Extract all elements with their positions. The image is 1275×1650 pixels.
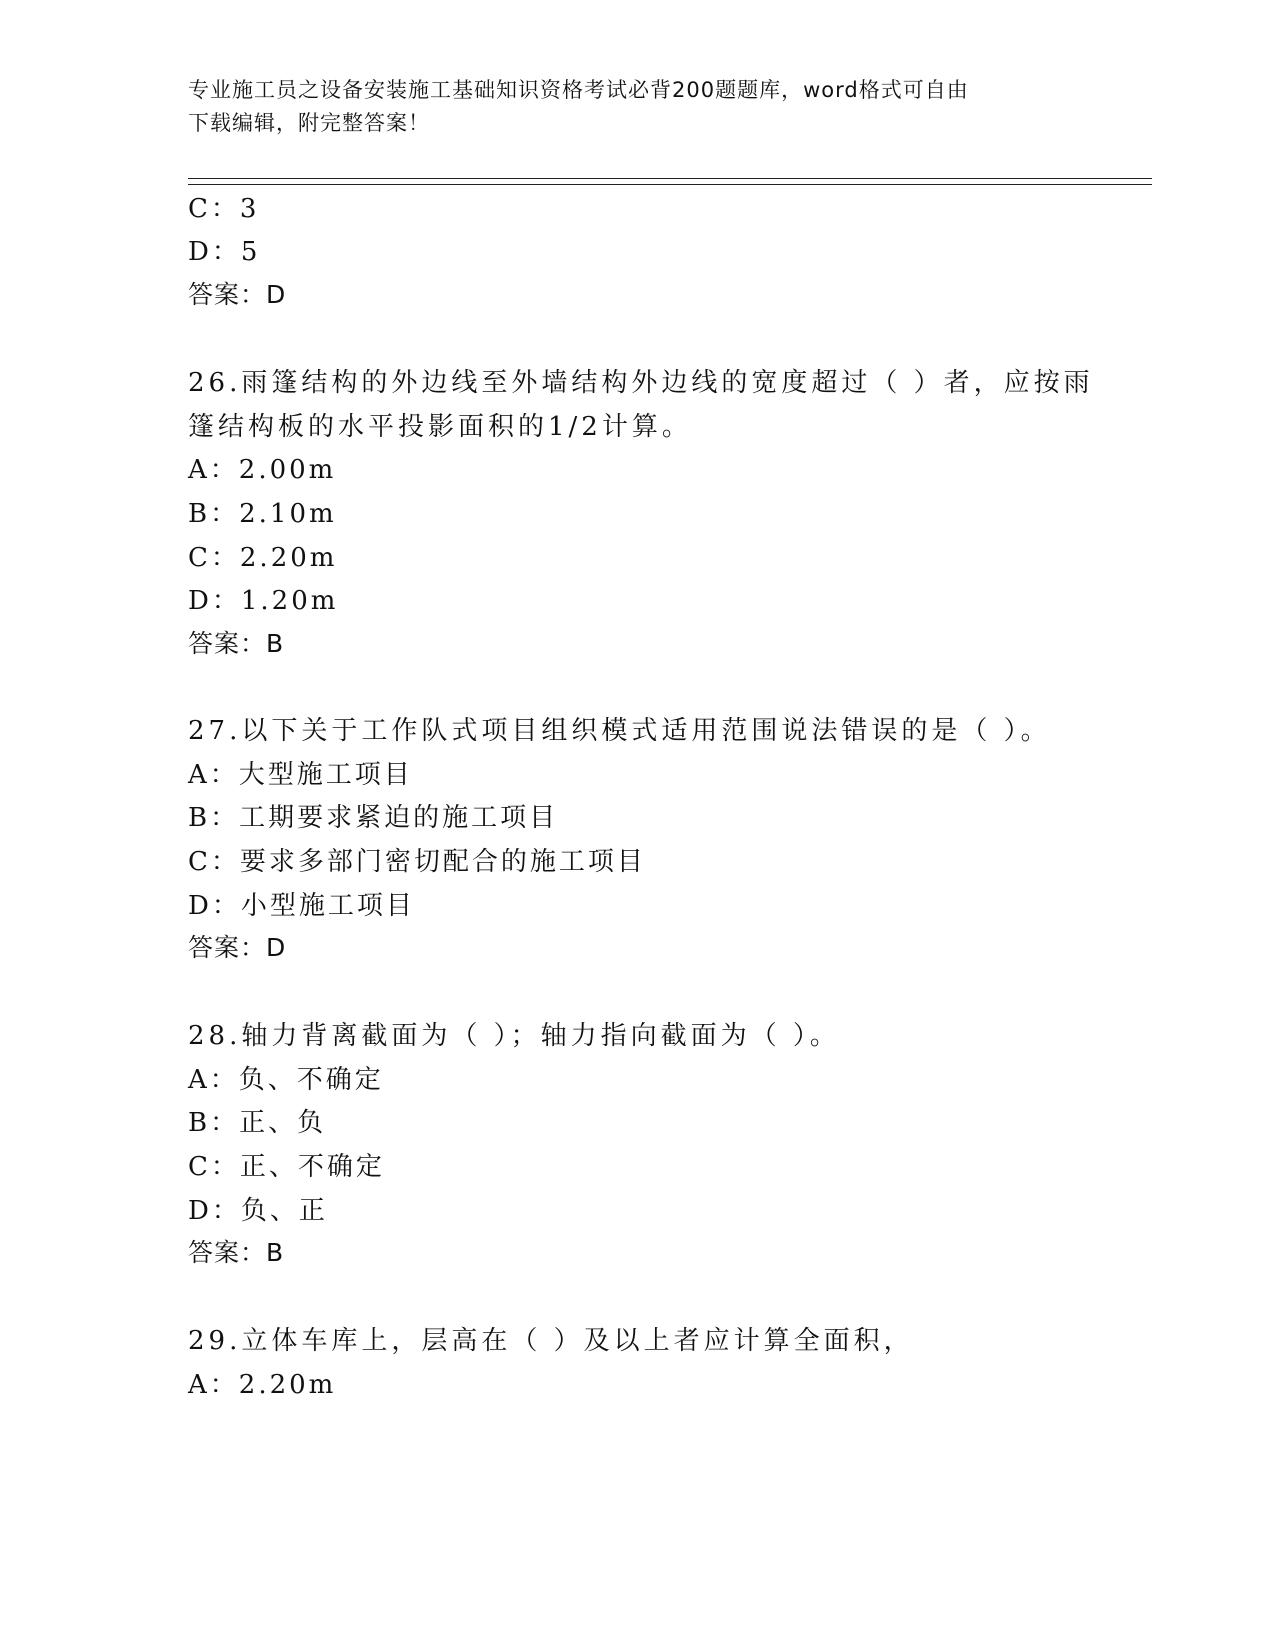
q26-option-d: D：1.20m (188, 586, 339, 616)
q27-option-b: B：工期要求紧迫的施工项目 (188, 803, 559, 833)
q28-option-c: C：正、不确定 (188, 1152, 385, 1182)
q28-option-b: B：正、负 (188, 1108, 327, 1138)
q25-option-d: D：5 (188, 237, 261, 267)
q27-option-a: A：大型施工项目 (188, 760, 413, 790)
q26-answer: 答案：B (188, 629, 285, 658)
q25-answer: 答案：D (188, 280, 287, 309)
q26-option-a: A：2.00m (188, 455, 337, 485)
header-rule-bottom (188, 184, 1152, 185)
q25-option-c: C：3 (188, 194, 260, 224)
q27-answer: 答案：D (188, 933, 287, 962)
header-line-1: 专业施工员之设备安装施工基础知识资格考试必背200题题库，word格式可自由 (188, 78, 969, 102)
q28-option-a: A：负、不确定 (188, 1065, 384, 1095)
q26-option-b: B：2.10m (188, 499, 337, 529)
q27-stem: 27.以下关于工作队式项目组织模式适用范围说法错误的是（ ）。 (188, 716, 1051, 746)
q28-answer: 答案：B (188, 1238, 285, 1267)
q29-stem: 29.立体车库上，层高在（ ）及以上者应计算全面积， (188, 1326, 914, 1356)
q26-stem-line-2: 篷结构板的水平投影面积的1/2计算。 (188, 412, 692, 442)
q26-option-c: C：2.20m (188, 543, 338, 573)
document-header (188, 74, 1088, 140)
q26-stem-line-1: 26.雨篷结构的外边线至外墙结构外边线的宽度超过（ ）者，应按雨 (188, 368, 1094, 398)
header-line-2: 下载编辑，附完整答案！ (188, 111, 430, 135)
q27-option-c: C：要求多部门密切配合的施工项目 (188, 847, 646, 877)
q29-option-a: A：2.20m (188, 1370, 337, 1400)
header-rule-top (188, 178, 1152, 179)
q28-option-d: D：负、正 (188, 1196, 328, 1226)
q27-option-d: D：小型施工项目 (188, 891, 415, 921)
q28-stem: 28.轴力背离截面为（ ）；轴力指向截面为（ ）。 (188, 1021, 840, 1051)
